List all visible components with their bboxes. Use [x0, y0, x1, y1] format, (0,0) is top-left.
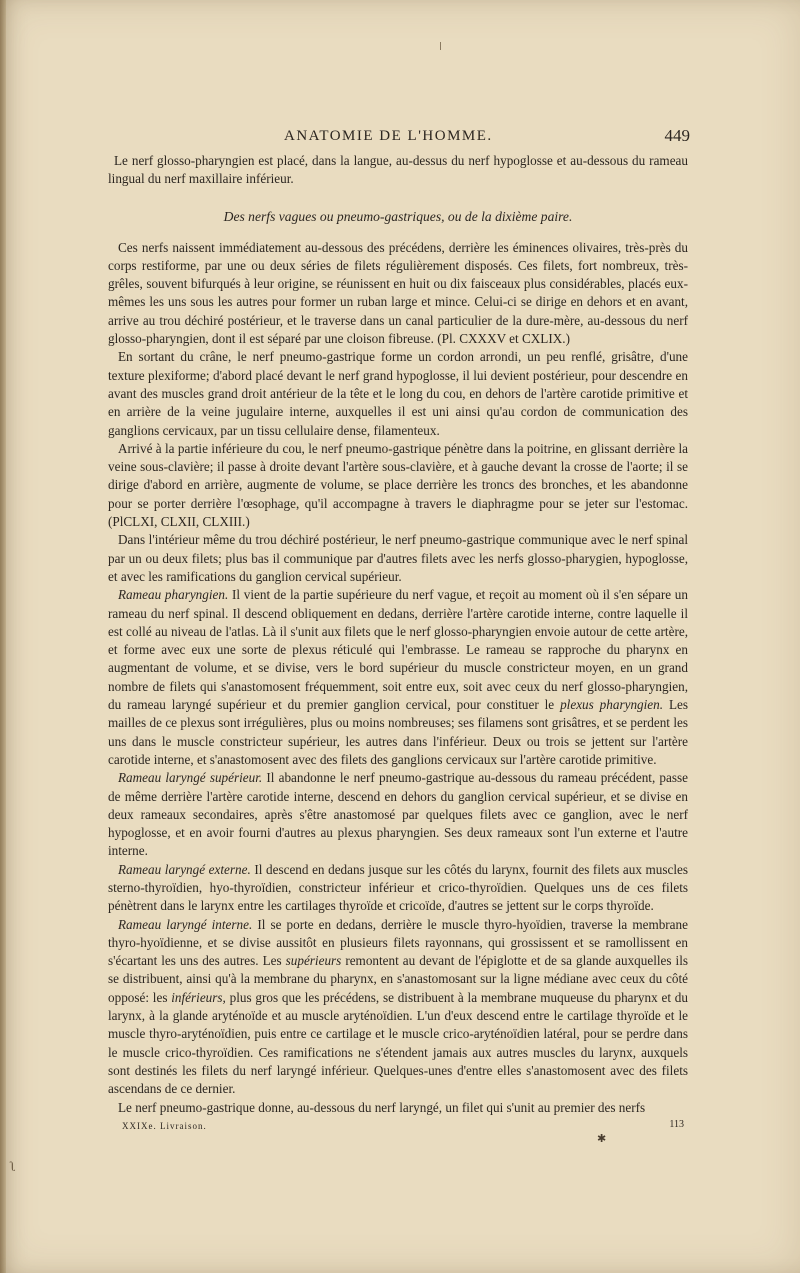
term-superieurs: supérieurs [285, 953, 342, 969]
section-title: Des nerfs vagues ou pneumo-gastriques, ou de la dixième paire. [223, 208, 573, 224]
crease-mark [440, 42, 441, 50]
paragraph-rameau-laryngé-superieur: Rameau laryngé supérieur. Il abandonne le nerf pneumo-gastrique au-dessous du rameau précédent, passe de même derrière l'artère carotide interne, descend en dehors du ganglion cervical supérieur, et se divise en deux rameaux secondaires, après s'être anastomosé par quelques filets avec ce ganglion, avec le nerf hypoglosse, et en avoir fourni d'autres au plexus pharyngien. Ses deux rameaux sont l'un externe et l'autre interne. [108, 770, 688, 859]
paragraph-origin: Ces nerfs naissent immédiatement au-dessous des précédens, derrière les éminences olivaires, très-près du corps restiforme, par une ou deux séries de filets régulièrement disposés. Ces filets, fort nombreux, très-grêles, souvent bifurqués à leur origine, se réunissent en huit ou dix faisceaux plus considérables, placés eux-mêmes les uns sous les autres pour former un ruban large et mince. Celui-ci se dirige en dehors et en avant, arrive au trou déchiré postérieur, et le traverse dans un canal particulier de la dure-mère, au-dessous du nerf glosso-pharyngien, dont il est séparé par une cloison fibreuse. (Pl. CXXXV et CXLIX.) [108, 239, 688, 347]
intro-paragraph: Le nerf glosso-pharyngien est placé, dans la langue, au-dessus du nerf hypoglosse et au-dessous du rameau lingual du nerf maxillaire inférieur. [108, 153, 688, 187]
page-number: 449 [664, 126, 690, 145]
paragraph-communications: Dans l'intérieur même du trou déchiré postérieur, le nerf pneumo-gastrique communique avec le nerf spinal par un ou deux filets; plus bas il communique par d'autres filets avec les nerfs glosso-pharygien, hypoglosse, et avec les ramifications du ganglion cervical supérieur. [108, 532, 688, 584]
signature-mark: XXIXe. Livraison. [122, 1120, 207, 1131]
subheading-rameau-pharyngien: Rameau pharyngien. [118, 587, 229, 603]
paragraph-rameau-pharyngien: Rameau pharyngien. Il vient de la partie supérieure du nerf vague, et reçoit au moment où il s'en sépare un rameau du nerf spinal. Il descend obliquement en dedans, derrière l'artère carotide interne, contre laquelle il est collé au niveau de l'atlas. Là il s'unit aux filets que le nerf glosso-pharyngien envoie autour de cette artère, et forme avec eux une sorte de plexus réticulé qui l'embrasse. Le rameau se rapproche du pharynx en augmentant de volume, et se divise, vers le bord supérieur du muscle constricteur moyen, en un grand nombre de filets qui s'anastomosent fréquemment, soit entre eux, soit avec ceux du nerf glosso-pharyngien, du rameau laryngé supérieur et du premier ganglion cervical, pour constituer le plexus pharyngien. Les mailles de ce plexus sont irrégulières, plus ou moins nombreuses; ses filamens sont grisâtres, et se perdent les uns dans le muscle constricteur supérieur, les autres dans l'inférieur. Deux ou trois se jettent sur l'artère carotide interne, et s'anastomosent avec des filets des ganglions cervicaux sur l'artère carotide primitive. [108, 587, 688, 767]
page-spine [0, 0, 6, 1273]
margin-mark: ʅ [10, 1160, 17, 1175]
paragraph-continuation: Le nerf pneumo-gastrique donne, au-dessous du nerf laryngé, un filet qui s'unit au premier des nerfs [118, 1099, 646, 1115]
paragraph-course-neck: En sortant du crâne, le nerf pneumo-gastrique forme un cordon arrondi, un peu renflé, grisâtre, d'une texture plexiforme; d'abord placé devant le nerf grand hypoglosse, il lui devient postérieur, pour descendre en avant des muscles grand droit antérieur de la tête et le long du cou, en dehors de l'artère carotide primitive et en arrière de la veine jugulaire interne, auxquelles il est uni ainsi qu'au cordon de communication des ganglions cervicaux, par un tissu cellulaire dense, filamenteux. [108, 349, 688, 438]
running-title: ANATOMIE DE L'HOMME. [284, 128, 493, 144]
ink-dot: ✱ [597, 1133, 607, 1145]
paragraph-rameau-laryngé-interne: Rameau laryngé interne. Il se porte en dedans, derrière le muscle thyro-hyoïdien, traverse la membrane thyro-hyoïdienne, et se divise aussitôt en plusieurs filets rayonnans, qui grossissent et se ramollissent en s'écartant les uns des autres. Les supérieurs remontent au devant de l'épiglotte et de sa glande auxquelles ils se distribuent, ainsi qu'à la membrane du pharynx, en s'anastomosant sur la ligne médiane avec ceux du côté opposé: les inférieurs, plus gros que les précédens, se distribuent à la membrane muqueuse du pharynx et du larynx, à la glande aryténoïde et au muscle aryténoïdien. L'un d'eux descend entre le cartilage thyroïde et le muscle thyro-aryténoïdien, puis entre ce cartilage et le muscle crico-aryténoïdien latéral, pour se perdre dans le muscle crico-thyroïdien. Ces ramifications ne s'étendent jamais aux autres muscles du larynx, auxquels sont destinés les filets du nerf laryngé inférieur. Quelques-unes d'entre elles s'anastomosent avec des filets ascendans de ce dernier. [108, 916, 688, 1097]
subheading-rameau-laryngé-superieur: Rameau laryngé supérieur. [118, 770, 263, 786]
subheading-rameau-laryngé-interne: Rameau laryngé interne. [118, 916, 253, 932]
folio-number: 113 [669, 1118, 684, 1130]
running-head [108, 126, 688, 152]
term-inferieurs: inférieurs, [171, 989, 226, 1005]
subheading-rameau-laryngé-externe: Rameau laryngé externe. [118, 861, 251, 877]
paragraph-rameau-laryngé-externe: Rameau laryngé externe. Il descend en dedans jusque sur les côtés du larynx, fournit des filets aux muscles sterno-thyroïdien, hyo-thyroïdien, constricteur inférieur et crico-thyroïdien. Quelques uns de ces filets pénètrent dans le larynx entre les cartilages thyroïde et cricoïde, d'autres se jettent sur le corps thyroïde. [108, 861, 688, 914]
paragraph-course-thorax: Arrivé à la partie inférieure du cou, le nerf pneumo-gastrique pénètre dans la poitrine, en glissant derrière la veine sous-clavière; il passe à droite devant l'artère sous-clavière, et à gauche devant la crosse de l'aorte; il se dirige d'abord en arrière, augmente de volume, se place derrière les troncs des bronches, et les abandonne pour se porter derrière l'œsophage, qu'il accompagne à travers le diaphragme pour se jeter sur l'estomac. (PlCLXI, CLXII, CLXIII.) [108, 440, 688, 530]
book-page [108, 126, 688, 1139]
term-plexus-pharyngien: plexus pharyngien. [560, 697, 664, 713]
